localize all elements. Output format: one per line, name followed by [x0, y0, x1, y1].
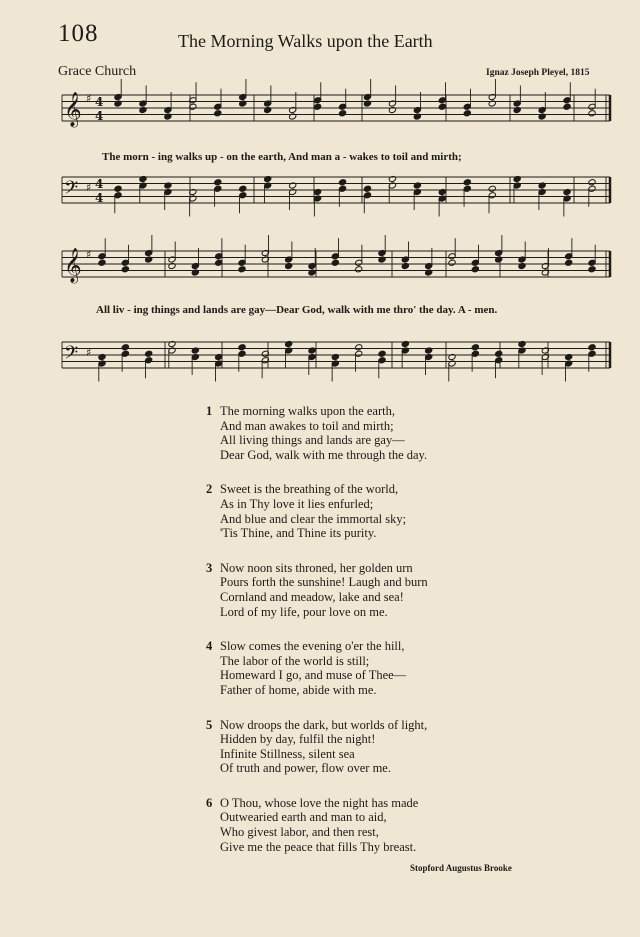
treble-clef: 𝄞: [64, 92, 82, 127]
note-head: [488, 100, 496, 107]
verses: [206, 404, 428, 874]
verse: [206, 404, 428, 462]
note-head: [438, 103, 446, 110]
verse-line: Homeward I go, and muse of Thee—: [220, 668, 407, 683]
note-head: [139, 175, 147, 182]
note-head: [463, 110, 471, 117]
note-head: [378, 350, 386, 357]
note-head: [264, 175, 272, 182]
note-head: [164, 113, 172, 120]
note-head: [114, 100, 122, 107]
verse-line: All living things and lands are gay—: [220, 433, 405, 448]
time-signature-bottom: 4: [95, 109, 104, 123]
note-head: [168, 262, 176, 269]
note-head: [331, 259, 339, 266]
verse-line: Dear God, walk with me through the day.: [220, 447, 428, 462]
note-head: [448, 353, 456, 360]
time-signature-top: 4: [95, 177, 104, 191]
note-head: [471, 344, 479, 351]
bass-clef: 𝄢: [64, 178, 79, 203]
bass-clef: 𝄢: [64, 343, 79, 368]
verse-line: O Thou, whose love the night has made: [220, 795, 419, 810]
note-head: [425, 347, 433, 354]
note-head: [425, 269, 433, 276]
verse-line: Outwearied earth and man to aid,: [220, 810, 387, 825]
note-head: [121, 344, 129, 351]
note-head: [191, 347, 199, 354]
verse-line: Pours forth the sunshine! Laugh and burn: [220, 575, 428, 590]
verse-number: 4: [206, 639, 213, 654]
note-head: [215, 259, 223, 266]
note-head: [488, 185, 496, 192]
note-head: [308, 347, 316, 354]
note-head: [264, 106, 272, 113]
note-head: [98, 353, 106, 360]
note-head: [513, 106, 521, 113]
verse-number: 6: [206, 795, 213, 810]
note-head: [565, 353, 573, 360]
note-head: [388, 175, 396, 182]
verse-line: Lord of my life, pour love on me.: [220, 604, 388, 619]
note-head: [588, 266, 596, 273]
author-credit: Stopford Augustus Brooke: [410, 863, 512, 873]
note-head: [314, 103, 322, 110]
note-head: [285, 262, 293, 269]
note-head: [563, 103, 571, 110]
note-head: [98, 259, 106, 266]
note-head: [145, 350, 153, 357]
note-head: [139, 106, 147, 113]
verse: [206, 718, 428, 776]
tune-name: Grace Church: [58, 64, 137, 79]
note-head: [563, 188, 571, 195]
verse-line: Slow comes the evening o'er the hill,: [220, 639, 405, 654]
note-head: [289, 182, 297, 189]
note-head: [413, 182, 421, 189]
verse-line: As in Thy love it lies enfurled;: [220, 496, 374, 511]
verse-line: Give me the peace that fills Thy breast.: [220, 839, 417, 854]
verse-line: Sweet is the breathing of the world,: [220, 482, 399, 497]
note-head: [495, 350, 503, 357]
verse-line: And blue and clear the immortal sky;: [220, 511, 407, 526]
note-head: [363, 100, 371, 107]
verse-line: The labor of the world is still;: [220, 653, 370, 668]
verse-number: 2: [206, 482, 213, 497]
note-head: [239, 100, 247, 107]
note-head: [401, 340, 409, 347]
note-head: [588, 344, 596, 351]
verse-line: Now noon sits throned, her golden urn: [220, 560, 413, 575]
verse-line: And man awakes to toil and mirth;: [220, 418, 394, 433]
note-head: [164, 182, 172, 189]
note-head: [338, 179, 346, 186]
note-head: [289, 113, 297, 120]
note-head: [518, 340, 526, 347]
note-head: [238, 344, 246, 351]
key-signature: ♯: [86, 248, 92, 261]
note-head: [114, 185, 122, 192]
note-head: [331, 353, 339, 360]
note-head: [463, 179, 471, 186]
verse-number: 1: [206, 404, 213, 418]
time-signature-bottom: 4: [95, 191, 104, 205]
verse-line: Now droops the dark, but worlds of light,: [220, 717, 428, 732]
verse-number: 3: [206, 560, 213, 575]
note-head: [518, 262, 526, 269]
note-head: [588, 110, 596, 117]
note-head: [214, 179, 222, 186]
note-head: [314, 188, 322, 195]
note-head: [401, 262, 409, 269]
verse-line: Cornland and meadow, lake and sea!: [220, 589, 404, 604]
note-head: [355, 266, 363, 273]
verse: [206, 796, 428, 854]
music-score: [0, 0, 640, 400]
key-signature: ♯: [86, 346, 92, 359]
verse-line: Who givest labor, and then rest,: [220, 825, 379, 840]
hymn-number: 108: [58, 20, 99, 47]
verse-line: The morning walks upon the earth,: [220, 404, 395, 418]
verse-line: 'Tis Thine, and Thine its purity.: [220, 526, 377, 541]
note-head: [588, 179, 596, 186]
note-head: [338, 110, 346, 117]
note-head: [168, 340, 176, 347]
note-head: [355, 344, 363, 351]
note-head: [121, 266, 129, 273]
key-signature: ♯: [86, 92, 92, 105]
note-head: [538, 113, 546, 120]
note-head: [214, 110, 222, 117]
note-head: [448, 259, 456, 266]
note-head: [388, 106, 396, 113]
note-head: [285, 340, 293, 347]
note-head: [215, 353, 223, 360]
note-head: [565, 259, 573, 266]
lyric-line-2: All liv - ing things and lands are gay—Dear God, walk with me thro' the day. A - men.: [96, 304, 498, 316]
note-head: [239, 185, 247, 192]
verse-line: Hidden by day, fulfil the night!: [220, 732, 376, 747]
verse-line: Infinite Stillness, silent sea: [220, 746, 355, 761]
verse-line: Father of home, abide with me.: [220, 682, 377, 697]
treble-clef: 𝄞: [64, 248, 82, 283]
note-head: [513, 175, 521, 182]
note-head: [538, 182, 546, 189]
key-signature: ♯: [86, 181, 92, 194]
verse: [206, 639, 428, 697]
verse: [206, 561, 428, 619]
note-head: [238, 266, 246, 273]
verse: [206, 482, 428, 540]
note-head: [471, 266, 479, 273]
note-head: [363, 185, 371, 192]
note-head: [145, 256, 153, 263]
note-head: [378, 256, 386, 263]
verse-line: Of truth and power, flow over me.: [220, 761, 391, 776]
note-head: [438, 188, 446, 195]
note-head: [495, 256, 503, 263]
time-signature-top: 4: [95, 95, 104, 109]
note-head: [413, 113, 421, 120]
lyric-line-1: The morn - ing walks up - on the earth, And man a - wakes to toil and mirth;: [102, 151, 462, 163]
composer-credit: Ignaz Joseph Pleyel, 1815: [486, 68, 590, 78]
hymn-title: The Morning Walks upon the Earth: [178, 31, 433, 51]
note-head: [191, 269, 199, 276]
verse-number: 5: [206, 717, 213, 732]
note-head: [308, 269, 316, 276]
